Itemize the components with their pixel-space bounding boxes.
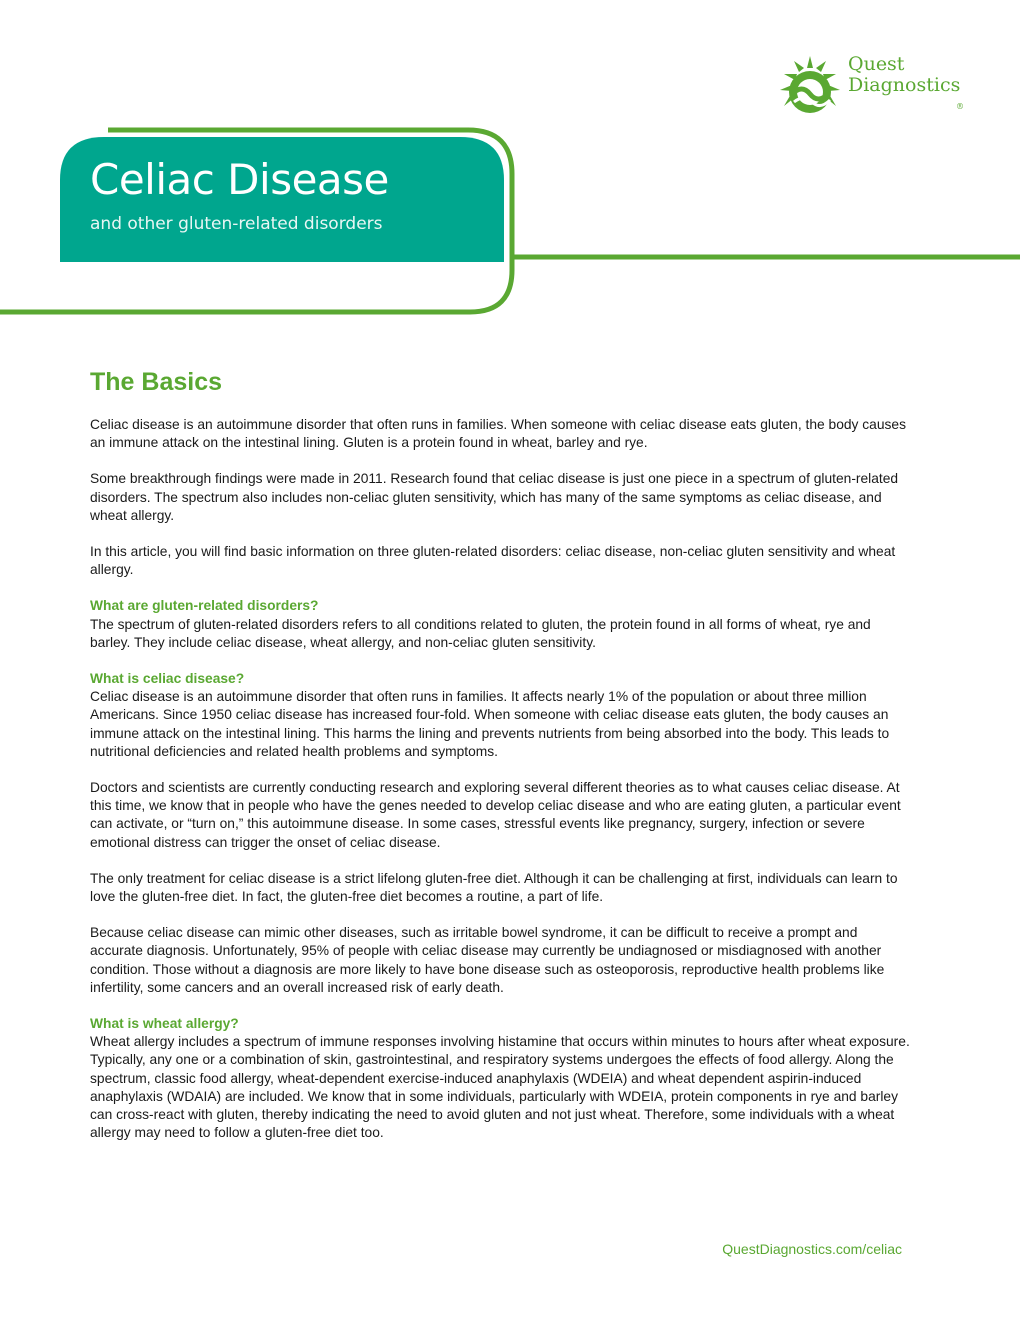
answer-paragraph: Doctors and scientists are currently conducting research and exploring several different theories as to what causes celiac disease. At this time, we know that in people who have the genes needed to develop celiac disease and who are eating gluten, a particular event can activate, or “turn on,” this autoimmune disease. In some cases, stressful events like pregnancy, surgery, infection or severe emotional distress can trigger the onset of celiac disease.	[90, 780, 901, 850]
answer-paragraph: Wheat allergy includes a spectrum of immune responses involving histamine that occurs within minutes to hours after wheat exposure. Typically, any one or a combination of skin, gastrointestinal, and respiratory systems undergoes the effects of food allergy. Along the spectrum, classic food allergy, wheat-dependent exercise-induced anaphylaxis (WDEIA) and wheat dependent aspirin-induced anaphylaxis (WDAIA) are included. We know that in some individuals, particularly with WDEIA, protein components in rye and barley can cross-react with gluten, thereby indicating the need to avoid gluten and not just wheat. Therefore, some individuals with a wheat allergy may need to follow a gluten-free diet too.	[90, 1034, 910, 1141]
intro-paragraph: In this article, you will find basic information on three gluten-related disorders: celiac disease, non-celiac gluten sensitivity and wheat allergy.	[90, 544, 896, 578]
banner-title: Celiac Disease	[90, 155, 389, 204]
question-heading: What is celiac disease?	[90, 671, 245, 687]
footer-url-link[interactable]: QuestDiagnostics.com/celiac	[722, 1241, 902, 1257]
answer-paragraph: The spectrum of gluten-related disorders refers to all conditions related to gluten, the protein found in all forms of wheat, rye and barley. They include celiac disease, wheat allergy, and non-celiac gluten sensitivity.	[90, 616, 871, 650]
answer-paragraph: The only treatment for celiac disease is a strict lifelong gluten-free diet. Although it can be challenging at first, individuals can learn to love the gluten-free diet. In fact, the gluten-free diet becomes a routine, a part of life.	[90, 870, 898, 905]
section-title: The Basics	[90, 368, 223, 396]
question-heading: What is wheat allergy?	[90, 1016, 239, 1032]
intro-paragraph: Celiac disease is an autoimmune disorder that often runs in families. When someone with celiac disease eats gluten, the body causes an immune attack on the intestinal lining. Gluten is a protein found in wheat, barley and rye.	[90, 417, 906, 451]
question-heading: What are gluten-related disorders?	[90, 598, 319, 614]
banner-subtitle: and other gluten-related disorders	[90, 214, 383, 234]
logo-line2: Diagnostics	[848, 74, 961, 96]
article-body	[90, 416, 910, 1161]
registered-mark: ®	[956, 102, 964, 111]
answer-paragraph: Because celiac disease can mimic other diseases, such as irritable bowel syndrome, it can be difficult to receive a prompt and accurate diagnosis. Unfortunately, 95% of people with celiac disease may currently be undiagnosed or misdiagnosed with another condition. Those without a diagnosis are more likely to have bone disease such as osteoporosis, reproductive health problems like infertility, some cancers and an overall increased risk of early death.	[90, 925, 885, 995]
intro-paragraph: Some breakthrough findings were made in 2011. Research found that celiac disease is just one piece in a spectrum of gluten-related disorders. The spectrum also includes non-celiac gluten sensitivity, which has many of the same symptoms as celiac disease, and wheat allergy.	[90, 471, 899, 523]
answer-paragraph: Celiac disease is an autoimmune disorder that often runs in families. It affects nearly 1% of the population or about three million Americans. Since 1950 celiac disease has increased four-fold. When someone with celiac disease eats gluten, the body causes an immune attack on the intestinal lining. This harms the lining and prevents nutrients from being absorbed into the body. This leads to nutritional deficiencies and related health problems and symptoms.	[90, 689, 890, 759]
logo-line1: Quest	[848, 53, 905, 75]
